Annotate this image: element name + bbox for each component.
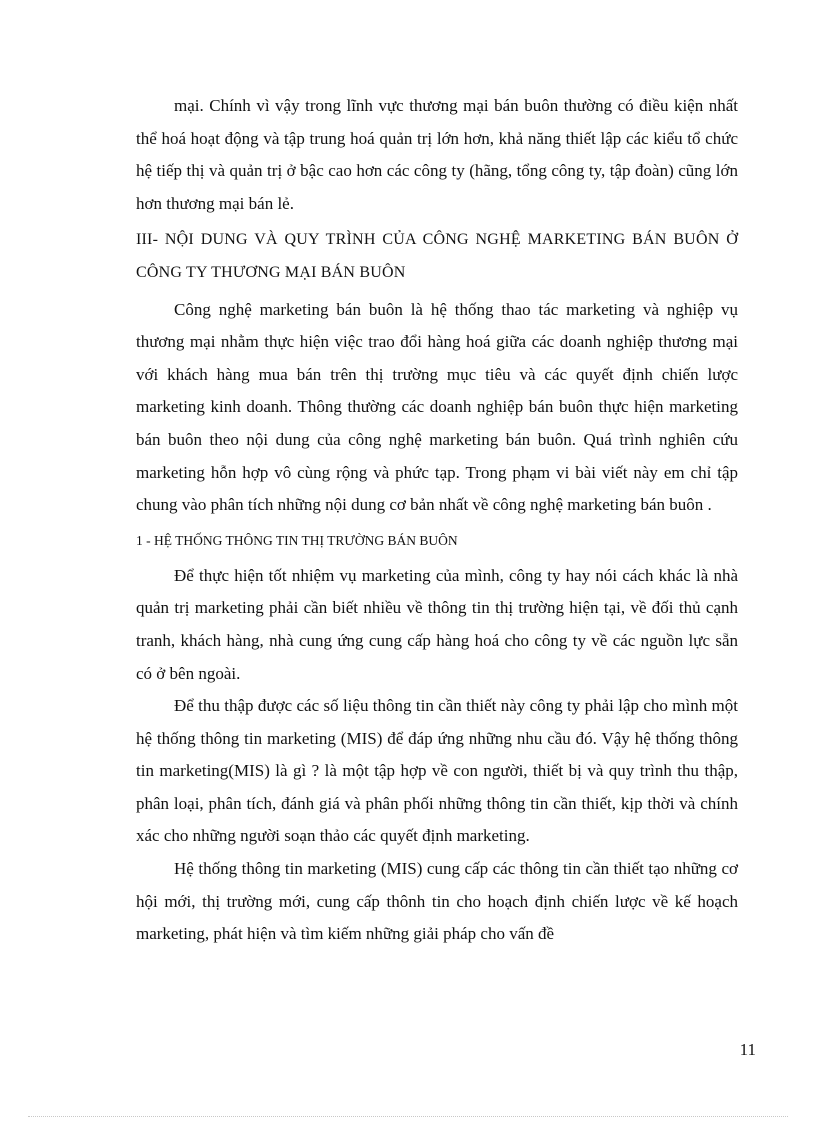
subsection-heading: 1 - HỆ THỐNG THÔNG TIN THỊ TRƯỜNG BÁN BUÔN: [136, 532, 458, 548]
page-bottom-divider: [28, 1116, 788, 1117]
section-heading: III- NỘI DUNG VÀ QUY TRÌNH CỦA CÔNG NGHỆ MARKETING BÁN BUÔN Ở CÔNG TY THƯƠNG MẠI BÁN BUÔN: [136, 231, 738, 281]
paragraph-continuation: mại. Chính vì vậy trong lĩnh vực thương mại bán buôn thường có điều kiện nhất thể hoá hoạt động và tập trung hoá quản trị lớn hơn, khả năng thiết lập các kiểu tổ chức hệ tiếp thị và quản trị ở bậc cao hơn các công ty (hãng, tổng công ty, tập đoàn) cũng lớn hơn thương mại bán lẻ.: [136, 96, 738, 213]
page-number: 11: [739, 1040, 756, 1059]
page-body: [136, 90, 738, 951]
paragraph-mis-role: Hệ thống thông tin marketing (MIS) cung cấp các thông tin cần thiết tạo những cơ hội mới, thị trường mới, cung cấp thônh tin cho hoạch định chiến lược về kế hoạch marketing, phát hiện và tìm kiếm những giải pháp cho vấn đề: [136, 859, 738, 944]
paragraph-mis-definition: Để thu thập được các số liệu thông tin cần thiết này công ty phải lập cho mình một hệ thống thông tin marketing (MIS) để đáp ứng những nhu cầu đó. Vậy hệ thống thông tin marketing(MIS) là gì ? là một tập hợp về con người, thiết bị và quy trình thu thập, phân loại, phân tích, đánh giá và phân phối những thông tin cần thiết, kịp thời và chính xác cho những người soạn thảo các quyết định marketing.: [136, 696, 738, 846]
paragraph-definition: Công nghệ marketing bán buôn là hệ thống thao tác marketing và nghiệp vụ thương mại nhằm thực hiện việc trao đổi hàng hoá giữa các doanh nghiệp thương mại với khách hàng mua bán trên thị trường mục tiêu và các quyết định chiến lược marketing kinh doanh. Thông thường các doanh nghiệp bán buôn thực hiện marketing bán buôn theo nội dung của công nghệ marketing bán buôn. Quá trình nghiên cứu marketing hỗn hợp vô cùng rộng và phức tạp. Trong phạm vi bài viết này em chỉ tập chung vào phân tích những nội dung cơ bản nhất về công nghệ marketing bán buôn .: [136, 299, 738, 515]
paragraph-information: Để thực hiện tốt nhiệm vụ marketing của mình, công ty hay nói cách khác là nhà quản trị marketing phải cần biết nhiều về thông tin thị trường hiện tại, về đối thủ cạnh tranh, khách hàng, nhà cung ứng cung cấp hàng hoá cho công ty về các nguồn lực sẵn có ở bên ngoài.: [136, 565, 738, 683]
